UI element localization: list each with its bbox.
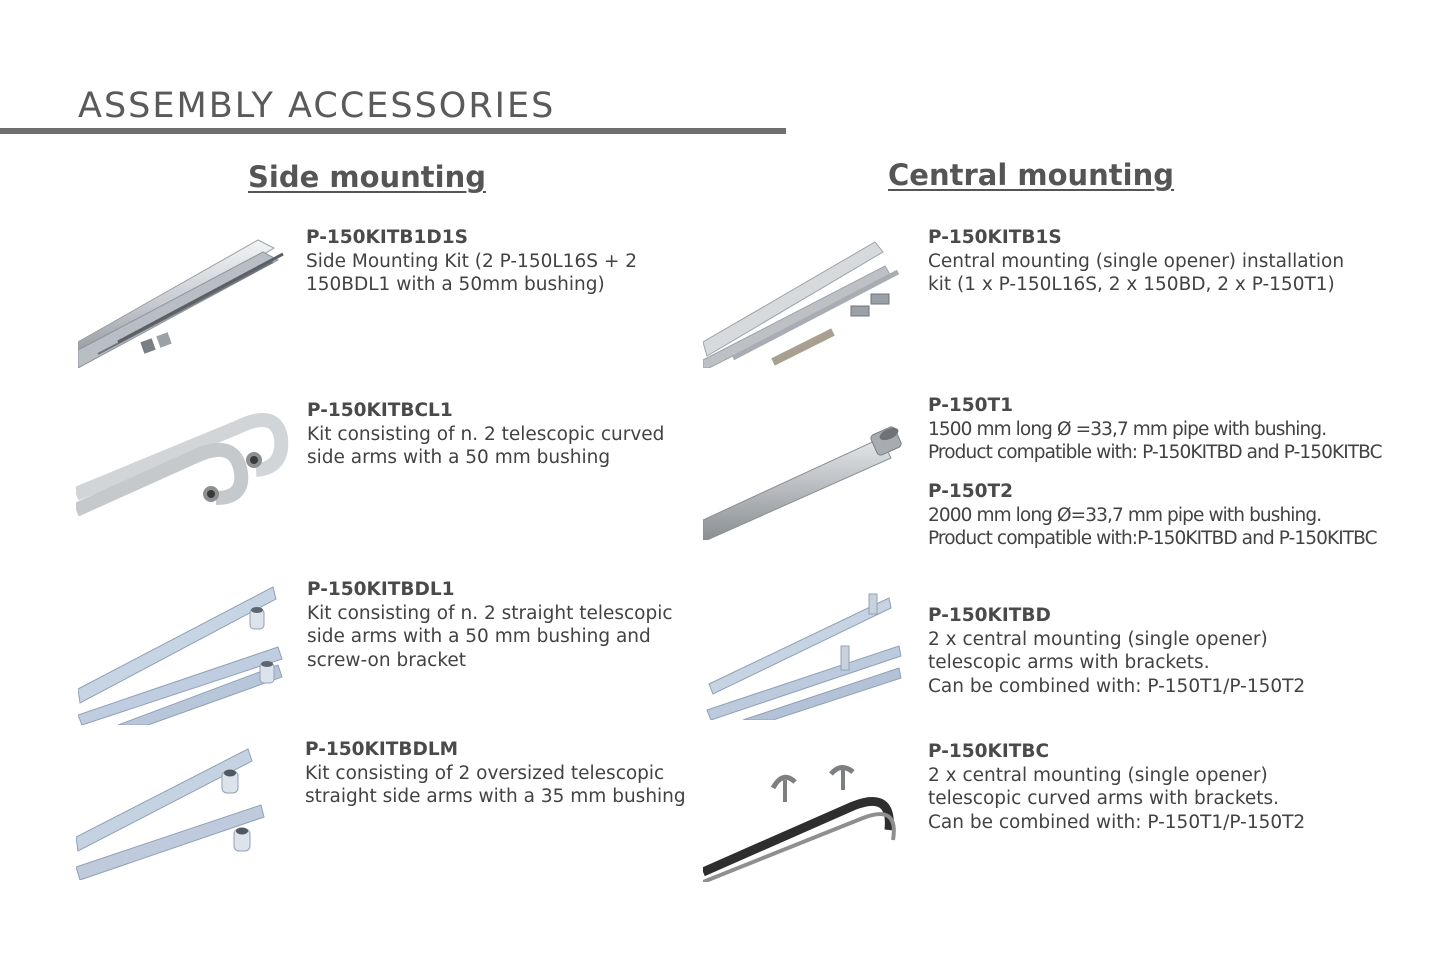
central-item-3 bbox=[928, 480, 1388, 551]
pipe-with-bushing-image bbox=[703, 420, 908, 540]
side-item-4 bbox=[305, 738, 690, 809]
product-code: P-150KITBCL1 bbox=[307, 400, 453, 421]
side-mounting-kit-image bbox=[78, 222, 288, 368]
straight-side-arms-image bbox=[78, 585, 288, 725]
title-divider bbox=[0, 128, 786, 134]
central-mounting-kit-image bbox=[703, 232, 908, 368]
description-line: 2 x central mounting (single opener) bbox=[928, 628, 1268, 650]
product-description: 1500 mm long Ø =33,7 mm pipe with bushing. Product compatible with: P-150KITBD and P-150KITBC bbox=[928, 418, 1382, 463]
central-item-2 bbox=[928, 394, 1388, 465]
product-description: Kit consisting of n. 2 straight telescopic side arms with a 50 mm bushing and screw-on bracket bbox=[307, 602, 673, 671]
product-code: P-150KITBDL1 bbox=[307, 579, 455, 600]
product-code: P-150T1 bbox=[928, 395, 1014, 416]
description-line: 2 x central mounting (single opener) bbox=[928, 764, 1268, 786]
product-code: P-150KITB1S bbox=[928, 227, 1062, 248]
product-code: P-150KITBD bbox=[928, 605, 1051, 626]
description-line: Can be combined with: P-150T1/P-150T2 bbox=[928, 675, 1306, 697]
description-line: Can be combined with: P-150T1/P-150T2 bbox=[928, 811, 1306, 833]
product-description: 2000 mm long Ø=33,7 mm pipe with bushing. Product compatible with:P-150KITBD and P-150KITBC bbox=[928, 504, 1377, 549]
description-line: telescopic arms with brackets. bbox=[928, 652, 1210, 673]
side-mounting-heading: Side mounting bbox=[248, 160, 486, 194]
product-code: P-150KITB1D1S bbox=[306, 227, 468, 248]
central-item-4 bbox=[928, 604, 1388, 698]
central-item-1 bbox=[928, 226, 1368, 297]
description-line: telescopic curved arms with brackets. bbox=[928, 788, 1280, 809]
product-description: Side Mounting Kit (2 P-150L16S + 2 150BDL1 with a 50mm bushing) bbox=[306, 250, 637, 295]
oversized-straight-arms-image bbox=[76, 745, 266, 880]
product-code: P-150KITBDLM bbox=[305, 739, 459, 760]
central-curved-arms-image bbox=[703, 760, 903, 882]
product-code: P-150KITBC bbox=[928, 741, 1050, 762]
page-title: ASSEMBLY ACCESSORIES bbox=[78, 86, 556, 126]
product-description: Kit consisting of 2 oversized telescopic straight side arms with a 35 mm bushing bbox=[305, 762, 686, 807]
central-straight-arms-image bbox=[703, 590, 903, 720]
product-description: Central mounting (single opener) installation kit (1 x P-150L16S, 2 x 150BD, 2 x P-150T1) bbox=[928, 250, 1345, 295]
side-item-2 bbox=[307, 399, 667, 470]
curved-side-arms-image bbox=[76, 398, 291, 523]
product-description: Kit consisting of n. 2 telescopic curved side arms with a 50 mm bushing bbox=[307, 423, 665, 468]
central-mounting-heading: Central mounting bbox=[888, 158, 1175, 192]
product-code: P-150T2 bbox=[928, 481, 1014, 502]
side-item-1 bbox=[306, 226, 646, 297]
side-item-3 bbox=[307, 578, 677, 672]
central-item-5 bbox=[928, 740, 1388, 834]
